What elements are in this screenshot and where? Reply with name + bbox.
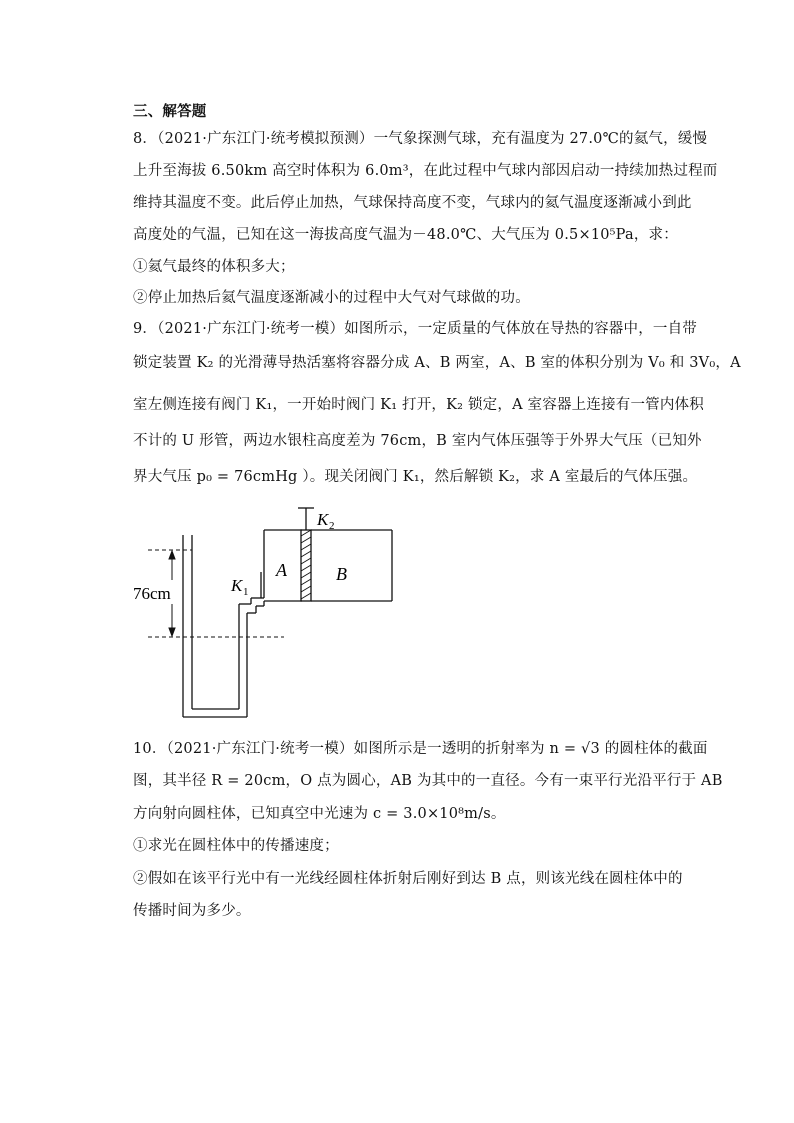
q10-line-2: 图，其半径 R = 20cm，O 点为圆心，AB 为其中的一直径。今有一束平行光沿平行于 AB (133, 773, 723, 789)
q10-line-5: ②假如在该平行光中有一光线经圆柱体折射后刚好到达 B 点，则该光线在圆柱体中的 (133, 871, 683, 887)
height-label: 76cm (133, 584, 171, 603)
k2-label-subscript: 2 (329, 520, 335, 532)
q8-line-5: ①氦气最终的体积多大； (133, 259, 295, 275)
q9-line-3: 室左侧连接有阀门 K₁，一开始时阀门 K₁ 打开，K₂ 锁定，A 室容器上连接有一管内体积 (133, 397, 704, 413)
q9-line-1: 9．（2021·广东江门·统考一模）如图所示，一定质量的气体放在导热的容器中，一自带 (133, 321, 697, 337)
q8-line-2: 上升至海拔 6.50km 高空时体积为 6.0m³，在此过程中气球内部因启动一持续加热过程而 (133, 163, 718, 179)
height-arrow-up-head (169, 551, 175, 559)
k1-label: K (231, 576, 243, 595)
q10-line-4: ①求光在圆柱体中的传播速度； (133, 838, 339, 854)
q8-line-6: ②停止加热后氦气温度逐渐减小的过程中大气对气球做的功。 (133, 290, 530, 306)
piston-hatching (301, 530, 311, 599)
q10-line-6: 传播时间为多少。 (133, 903, 251, 919)
chamber-a-label: A (276, 560, 287, 580)
q10-line-3: 方向射向圆柱体，已知真空中光速为 c = 3.0×10⁸m/s。 (133, 806, 506, 822)
diagram-svg (130, 500, 410, 725)
q9-line-4: 不计的 U 形管，两边水银柱高度差为 76cm，B 室内气体压强等于外界大气压（已知外 (133, 433, 702, 449)
q8-line-3: 维持其温度不变。此后停止加热，气球保持高度不变，气球内的氦气温度逐渐减小到此 (133, 195, 692, 211)
q8-line-4: 高度处的气温，已知在这一海拔高度气温为－48.0℃、大气压为 0.5×10⁵Pa，求： (133, 227, 678, 243)
chamber-b-label: B (336, 564, 347, 584)
k1-label-subscript: 1 (243, 586, 249, 598)
q9-line-2: 锁定装置 K₂ 的光滑薄导热活塞将容器分成 A、B 两室，A、B 室的体积分别为 V₀ 和 3V₀，A (133, 355, 741, 371)
k2-label: K (317, 510, 329, 529)
height-arrow-down-head (169, 628, 175, 636)
u-tube-container-diagram (130, 500, 410, 729)
q9-line-5: 界大气压 p₀ = 76cmHg ）。现关闭阀门 K₁，然后解锁 K₂，求 A 室最后的气体压强。 (133, 469, 698, 485)
q8-line-1: 8．（2021·广东江门·统考模拟预测）一气象探测气球，充有温度为 27.0℃的氦气，缓慢 (133, 131, 708, 147)
section-title: 三、解答题 (133, 104, 207, 120)
q10-line-1: 10．（2021·广东江门·统考一模）如图所示是一透明的折射率为 n = √3 的圆柱体的截面 (133, 741, 708, 757)
